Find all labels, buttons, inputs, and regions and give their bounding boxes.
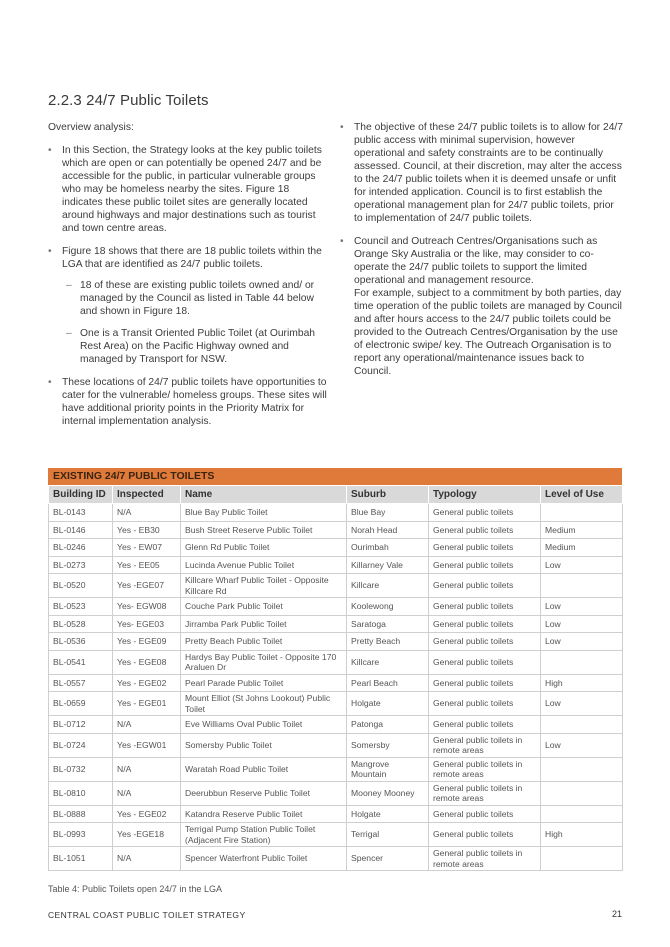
bullet-text: Council and Outreach Centres/Organisations such as Orange Sky Australia or the like, may consider to co-operate the 24/7 public toilets to support the limited operational and management resource. For example, subject to a commitment by both parties, day time operation of the public toilets are managed by Council and after hours access to the 24/7 public toilets could be provided to the Outreach Centres/Organisation by the use of electronic swipe/ key. The Outreach Organisation is to report any operational/maintenance issues back to Council. (354, 236, 622, 377)
cell-level-of-use (541, 504, 623, 522)
cell-name: Pretty Beach Public Toilet (181, 633, 347, 651)
cell-name: Glenn Rd Public Toilet (181, 539, 347, 557)
table-caption: Table 4: Public Toilets open 24/7 in the LGA (48, 884, 222, 894)
cell-inspected: Yes -EGE18 (113, 823, 181, 847)
overview-intro: Overview analysis: (48, 122, 134, 133)
cell-level-of-use (541, 757, 623, 781)
cell-typology: General public toilets in remote areas (429, 733, 541, 757)
cell-suburb: Killarney Vale (347, 556, 429, 574)
table-row (49, 692, 623, 716)
cell-building-id: BL-0888 (49, 805, 113, 823)
cell-suburb: Pretty Beach (347, 633, 429, 651)
bullet-text: The objective of these 24/7 public toilets is to allow for 24/7 public access with minimal supervision, however operational and safety constraints are to be continually assessed. Council, at their discretion, may alter the access to the 24/7 public toilets when it is deemed unsafe or unfit for intended application. Council is to first establish the operational management plan for 24/7 public toilets, prior to implementation of 24/7 public toilets. (354, 122, 624, 224)
table-row (49, 781, 623, 805)
cell-level-of-use: Low (541, 615, 623, 633)
cell-suburb: Terrigal (347, 823, 429, 847)
cell-level-of-use (541, 650, 623, 674)
cell-suburb: Norah Head (347, 521, 429, 539)
cell-suburb: Killcare (347, 650, 429, 674)
cell-building-id: BL-0536 (49, 633, 113, 651)
cell-typology: General public toilets (429, 504, 541, 522)
cell-level-of-use: Low (541, 692, 623, 716)
cell-building-id: BL-0520 (49, 574, 113, 598)
table-title: EXISTING 24/7 PUBLIC TOILETS (48, 468, 622, 485)
table-row (49, 504, 623, 522)
cell-level-of-use: Low (541, 633, 623, 651)
cell-name: Hardys Bay Public Toilet - Opposite 170 Araluen Dr (181, 650, 347, 674)
cell-inspected: N/A (113, 716, 181, 734)
cell-inspected: Yes - EB30 (113, 521, 181, 539)
table-row (49, 539, 623, 557)
cell-typology: General public toilets (429, 650, 541, 674)
table-header-row (49, 486, 623, 504)
left-bullet-item (48, 245, 330, 366)
cell-building-id: BL-0146 (49, 521, 113, 539)
cell-typology: General public toilets (429, 716, 541, 734)
right-column (340, 121, 624, 388)
table-row (49, 598, 623, 616)
cell-typology: General public toilets (429, 521, 541, 539)
cell-inspected: N/A (113, 847, 181, 871)
header-name: Name (181, 486, 347, 504)
cell-inspected: Yes - EE05 (113, 556, 181, 574)
cell-typology: General public toilets (429, 674, 541, 692)
cell-inspected: Yes - EGE02 (113, 674, 181, 692)
cell-level-of-use (541, 574, 623, 598)
right-bullet-item (340, 121, 624, 225)
cell-building-id: BL-0712 (49, 716, 113, 734)
header-suburb: Suburb (347, 486, 429, 504)
cell-typology: General public toilets (429, 633, 541, 651)
cell-name: Lucinda Avenue Public Toilet (181, 556, 347, 574)
left-bullet-item (48, 376, 330, 428)
cell-building-id: BL-0273 (49, 556, 113, 574)
cell-name: Terrigal Pump Station Public Toilet (Adjacent Fire Station) (181, 823, 347, 847)
table-row (49, 521, 623, 539)
cell-name: Blue Bay Public Toilet (181, 504, 347, 522)
header-typology: Typology (429, 486, 541, 504)
cell-building-id: BL-1051 (49, 847, 113, 871)
cell-inspected: Yes - EGE02 (113, 805, 181, 823)
cell-building-id: BL-0993 (49, 823, 113, 847)
cell-inspected: Yes -EGW01 (113, 733, 181, 757)
table-body (49, 504, 623, 871)
table-row (49, 556, 623, 574)
cell-level-of-use: Medium (541, 521, 623, 539)
cell-suburb: Patonga (347, 716, 429, 734)
bullet-text: In this Section, the Strategy looks at the key public toilets which are open or can potentially be opened 24/7 and be accessible for the public, in particular vulnerable groups who may be homeless nearby the sites. Figure 18 indicates these public toilet sites are generally located around highways and major destinations such as tourist and town centre areas. (62, 145, 322, 234)
cell-suburb: Saratoga (347, 615, 429, 633)
cell-name: Couche Park Public Toilet (181, 598, 347, 616)
cell-building-id: BL-0810 (49, 781, 113, 805)
table-row (49, 847, 623, 871)
cell-typology: General public toilets (429, 574, 541, 598)
cell-typology: General public toilets in remote areas (429, 781, 541, 805)
cell-level-of-use: High (541, 674, 623, 692)
cell-level-of-use (541, 847, 623, 871)
cell-typology: General public toilets (429, 805, 541, 823)
cell-typology: General public toilets (429, 556, 541, 574)
cell-name: Eve Williams Oval Public Toilet (181, 716, 347, 734)
cell-name: Spencer Waterfront Public Toilet (181, 847, 347, 871)
cell-building-id: BL-0541 (49, 650, 113, 674)
cell-inspected: Yes- EGW08 (113, 598, 181, 616)
cell-building-id: BL-0143 (49, 504, 113, 522)
table-row (49, 733, 623, 757)
table-row (49, 757, 623, 781)
cell-typology: General public toilets (429, 823, 541, 847)
cell-inspected: Yes- EGE03 (113, 615, 181, 633)
cell-level-of-use (541, 716, 623, 734)
cell-inspected: Yes - EW07 (113, 539, 181, 557)
cell-name: Somersby Public Toilet (181, 733, 347, 757)
toilets-table-container (48, 468, 622, 871)
cell-typology: General public toilets (429, 615, 541, 633)
cell-name: Deerubbun Reserve Public Toilet (181, 781, 347, 805)
cell-suburb: Holgate (347, 692, 429, 716)
cell-suburb: Spencer (347, 847, 429, 871)
cell-suburb: Mooney Mooney (347, 781, 429, 805)
footer-title: CENTRAL COAST PUBLIC TOILET STRATEGY (48, 910, 246, 920)
left-column (48, 121, 330, 438)
section-title: 2.2.3 24/7 Public Toilets (48, 92, 209, 109)
cell-inspected: N/A (113, 757, 181, 781)
cell-suburb: Pearl Beach (347, 674, 429, 692)
bullet-text: Figure 18 shows that there are 18 public toilets within the LGA that are identified as 24/7 public toilets. (62, 246, 322, 270)
cell-suburb: Somersby (347, 733, 429, 757)
cell-inspected: N/A (113, 504, 181, 522)
cell-name: Bush Street Reserve Public Toilet (181, 521, 347, 539)
cell-name: Katandra Reserve Public Toilet (181, 805, 347, 823)
cell-level-of-use: Low (541, 556, 623, 574)
cell-name: Waratah Road Public Toilet (181, 757, 347, 781)
cell-suburb: Koolewong (347, 598, 429, 616)
cell-inspected: Yes -EGE07 (113, 574, 181, 598)
cell-typology: General public toilets (429, 539, 541, 557)
header-level-of-use: Level of Use (541, 486, 623, 504)
cell-building-id: BL-0528 (49, 615, 113, 633)
cell-level-of-use (541, 805, 623, 823)
table-row (49, 633, 623, 651)
table-row (49, 823, 623, 847)
header-inspected: Inspected (113, 486, 181, 504)
right-bullet-item (340, 235, 624, 378)
cell-name: Mount Elliot (St Johns Lookout) Public Toilet (181, 692, 347, 716)
cell-inspected: Yes - EGE01 (113, 692, 181, 716)
cell-typology: General public toilets (429, 598, 541, 616)
table-row (49, 650, 623, 674)
cell-typology: General public toilets in remote areas (429, 847, 541, 871)
cell-inspected: Yes - EGE09 (113, 633, 181, 651)
table-row (49, 615, 623, 633)
header-building-id: Building ID (49, 486, 113, 504)
table-row (49, 674, 623, 692)
cell-typology: General public toilets (429, 692, 541, 716)
cell-level-of-use: Low (541, 598, 623, 616)
cell-suburb: Ourimbah (347, 539, 429, 557)
toilets-table (48, 485, 623, 871)
cell-name: Killcare Wharf Public Toilet - Opposite Killcare Rd (181, 574, 347, 598)
left-bullet-item (48, 144, 330, 235)
sub-bullet-item: – 18 of these are existing public toilets owned and/ or managed by the Council as listed in Table 44 below and shown in Figure 18. (62, 279, 330, 318)
right-bullet-list (340, 121, 624, 378)
cell-name: Pearl Parade Public Toilet (181, 674, 347, 692)
cell-typology: General public toilets in remote areas (429, 757, 541, 781)
cell-level-of-use: Low (541, 733, 623, 757)
bullet-text: These locations of 24/7 public toilets have opportunities to cater for the vulnerable/ homeless groups. These sites will have additional priority points in the Priority Matrix for internal implementation analysis. (62, 377, 327, 427)
cell-level-of-use: High (541, 823, 623, 847)
cell-level-of-use (541, 781, 623, 805)
cell-inspected: N/A (113, 781, 181, 805)
table-row (49, 716, 623, 734)
cell-building-id: BL-0246 (49, 539, 113, 557)
table-row (49, 574, 623, 598)
sub-bullet-item: – One is a Transit Oriented Public Toilet (at Ourimbah Rest Area) on the Pacific Highway owned and managed by Transport for NSW. (62, 327, 330, 366)
table-row (49, 805, 623, 823)
cell-suburb: Mangrove Mountain (347, 757, 429, 781)
sub-bullet-list (62, 279, 330, 366)
cell-building-id: BL-0523 (49, 598, 113, 616)
page-number: 21 (611, 909, 622, 919)
cell-building-id: BL-0724 (49, 733, 113, 757)
cell-inspected: Yes - EGE08 (113, 650, 181, 674)
cell-level-of-use: Medium (541, 539, 623, 557)
left-bullet-list (48, 144, 330, 428)
cell-building-id: BL-0659 (49, 692, 113, 716)
cell-building-id: BL-0732 (49, 757, 113, 781)
cell-building-id: BL-0557 (49, 674, 113, 692)
cell-suburb: Blue Bay (347, 504, 429, 522)
cell-suburb: Holgate (347, 805, 429, 823)
cell-name: Jirramba Park Public Toilet (181, 615, 347, 633)
cell-suburb: Killcare (347, 574, 429, 598)
